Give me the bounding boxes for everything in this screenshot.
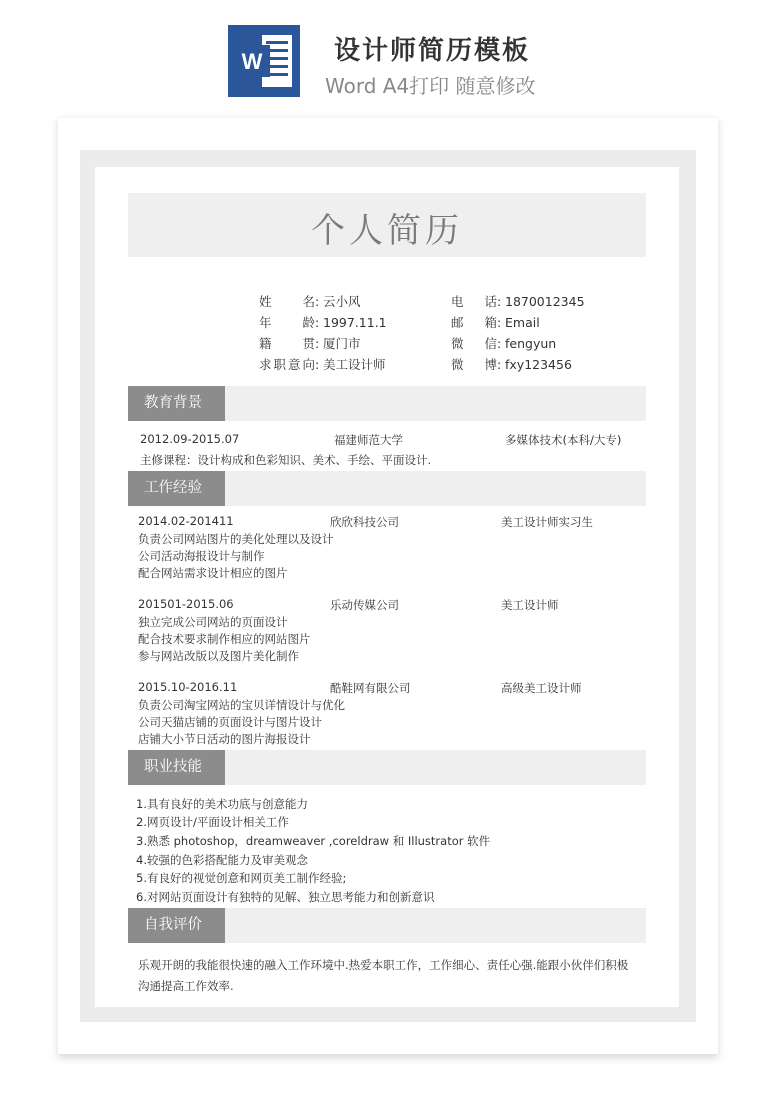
edu-major: 多媒体技术(本科/大专) — [505, 433, 622, 447]
info-phone: 电话: 1870012345 — [451, 294, 585, 309]
job-duty: 公司天猫店铺的页面设计与图片设计 — [138, 715, 322, 729]
info-native-value: 厦门市 — [323, 336, 361, 351]
job-duty: 负责公司淘宝网站的宝贝详情设计与优化 — [138, 698, 345, 712]
info-age-label: 年龄 — [259, 315, 315, 330]
job-duty: 独立完成公司网站的页面设计 — [138, 615, 288, 629]
info-wechat: 微信: fengyun — [451, 336, 557, 351]
info-age: 年龄: 1997.11.1 — [259, 315, 387, 330]
job-role: 美工设计师实习生 — [501, 515, 593, 529]
skill-item: 2.网页设计/平面设计相关工作 — [136, 815, 289, 829]
info-phone-value: 1870012345 — [505, 294, 585, 309]
job-duty: 店铺大小节日活动的图片海报设计 — [138, 732, 311, 746]
section-work-bar — [128, 471, 646, 506]
info-email-label: 邮箱 — [451, 315, 497, 330]
info-weibo: 微博: fxy123456 — [451, 357, 572, 372]
section-education-bar — [128, 386, 646, 421]
section-education-heading: 教育背景 — [128, 386, 225, 421]
info-weibo-value: fxy123456 — [505, 357, 572, 372]
section-self-eval-heading: 自我评价 — [128, 908, 225, 943]
info-age-value: 1997.11.1 — [323, 315, 387, 330]
info-name: 姓名: 云小风 — [259, 294, 361, 309]
info-intent-value: 美工设计师 — [323, 357, 386, 372]
info-native: 籍贯: 厦门市 — [259, 336, 361, 351]
skill-item: 3.熟悉 photoshop，dreamweaver ,coreldraw 和 Illustrator 软件 — [136, 834, 491, 848]
section-skills-bar — [128, 750, 646, 785]
header-banner — [0, 0, 774, 110]
info-email-value: Email — [505, 315, 540, 330]
job-company: 欣欣科技公司 — [330, 515, 399, 529]
info-name-label: 姓名 — [259, 294, 315, 309]
job-duty: 负责公司网站图片的美化处理以及设计 — [138, 532, 334, 546]
info-wechat-label: 微信 — [451, 336, 497, 351]
skill-item: 4.较强的色彩搭配能力及审美观念 — [136, 853, 308, 867]
job-duty: 公司活动海报设计与制作 — [138, 549, 265, 563]
job-period: 201501-2015.06 — [138, 597, 234, 611]
job-duty: 配合网站需求设计相应的图片 — [138, 566, 288, 580]
resume-title: 个人简历 — [311, 211, 463, 251]
info-phone-label: 电话 — [451, 294, 497, 309]
word-logo-letter: W — [241, 49, 263, 74]
job-duty: 配合技术要求制作相应的网站图片 — [138, 632, 311, 646]
job-company: 乐动传媒公司 — [330, 598, 399, 612]
skill-item: 1.具有良好的美术功底与创意能力 — [136, 797, 308, 811]
section-self-eval-bar — [128, 908, 646, 943]
skill-item: 6.对网站页面设计有独特的见解、独立思考能力和创新意识 — [136, 890, 435, 904]
info-name-value: 云小风 — [323, 294, 361, 309]
info-intent: 求职意向: 美工设计师 — [259, 357, 386, 372]
edu-school: 福建师范大学 — [334, 433, 403, 447]
job-duty: 参与网站改版以及图片美化制作 — [138, 649, 299, 663]
self-eval-line: 乐观开朗的我能很快速的融入工作环境中.热爱本职工作，工作细心、责任心强.能跟小伙伴们积极 — [138, 958, 629, 972]
edu-courses: 主修课程：设计构成和色彩知识、美术、手绘、平面设计. — [140, 453, 432, 467]
edu-period: 2012.09-2015.07 — [140, 432, 240, 446]
banner-subtitle: Word A4打印 随意修改 — [325, 74, 536, 98]
section-work-heading: 工作经验 — [128, 471, 225, 506]
job-period: 2015.10-2016.11 — [138, 680, 238, 694]
self-eval-line: 沟通提高工作效率. — [138, 979, 234, 993]
job-role: 美工设计师 — [501, 598, 559, 612]
info-native-label: 籍贯 — [259, 336, 315, 351]
job-period: 2014.02-201411 — [138, 514, 234, 528]
resume-title-bar — [128, 193, 646, 257]
job-company: 酷鞋网有限公司 — [330, 681, 411, 695]
section-skills-heading: 职业技能 — [128, 750, 225, 785]
info-intent-label: 求职意向 — [259, 357, 315, 372]
info-wechat-value: fengyun — [505, 336, 557, 351]
word-document-icon — [228, 25, 300, 97]
banner-title: 设计师简历模板 — [334, 36, 531, 66]
skill-item: 5.有良好的视觉创意和网页美工制作经验; — [136, 871, 347, 885]
info-weibo-label: 微博 — [451, 357, 497, 372]
job-role: 高级美工设计师 — [501, 681, 582, 695]
info-email: 邮箱: Email — [451, 315, 540, 330]
